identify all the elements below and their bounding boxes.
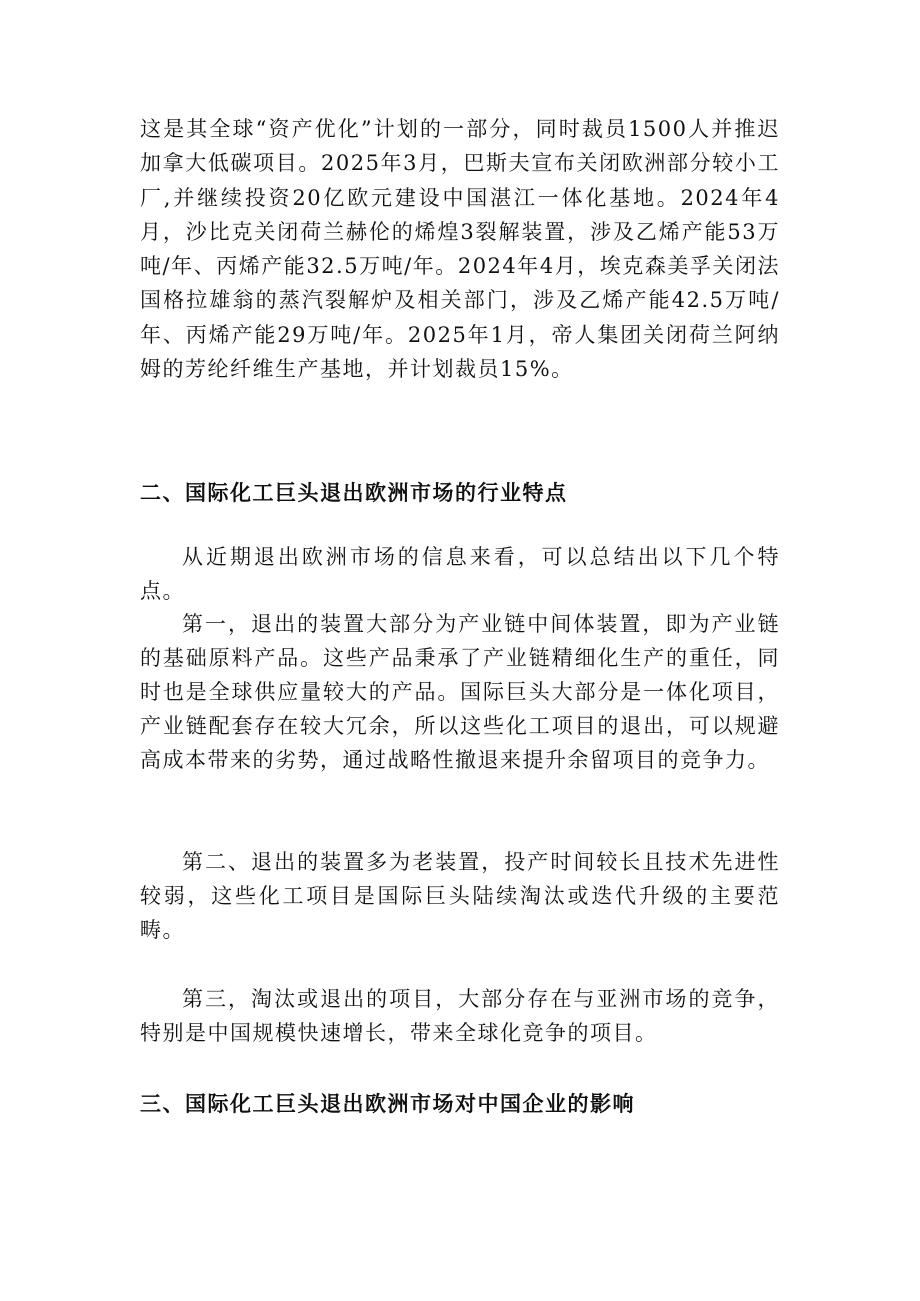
section-heading: 二、国际化工巨头退出欧洲市场的行业特点 xyxy=(140,480,568,505)
body-paragraph: 第二、退出的装置多为老装置，投产时间较长且技术先进性较弱，这些化工项目是国际巨头陆续淘汰或迭代升级的主要范畴。 xyxy=(140,850,780,942)
body-paragraph: 从近期退出欧洲市场的信息来看，可以总结出以下几个特点。 xyxy=(140,545,780,603)
body-paragraph: 这是其全球“资产优化”计划的一部分，同时裁员1500人并推迟加拿大低碳项目。2025年3月，巴斯夫宣布关闭欧洲部分较小工厂,并继续投资20亿欧元建设中国湛江一体化基地。2024年4月，沙比克关闭荷兰赫伦的烯煌3裂解装置，涉及乙烯产能53万吨/年、丙烯产能32.5万吨/年。2024年4月，埃克森美孚关闭法国格拉雄翁的蒸汽裂解炉及相关部门，涉及乙烯产能42.5万吨/年、丙烯产能29万吨/年。2025年1月，帝人集团关闭荷兰阿纳姆的芳纶纤维生产基地，并计划裁员15%。 xyxy=(140,117,780,382)
body-paragraph: 第一，退出的装置大部分为产业链中间体装置，即为产业链的基础原料产品。这些产品秉承了产业链精细化生产的重任，同时也是全球供应量较大的产品。国际巨头大部分是一体化项目，产业链配套存在较大冗余，所以这些化工项目的退出，可以规避高成本带来的劣势，通过战略性撤退来提升余留项目的竞争力。 xyxy=(140,612,780,772)
body-paragraph: 第三，淘汰或退出的项目，大部分存在与亚洲市场的竞争，特别是中国规模快速增长，带来全球化竞争的项目。 xyxy=(140,987,780,1045)
section-heading: 三、国际化工巨头退出欧洲市场对中国企业的影响 xyxy=(140,1091,635,1116)
